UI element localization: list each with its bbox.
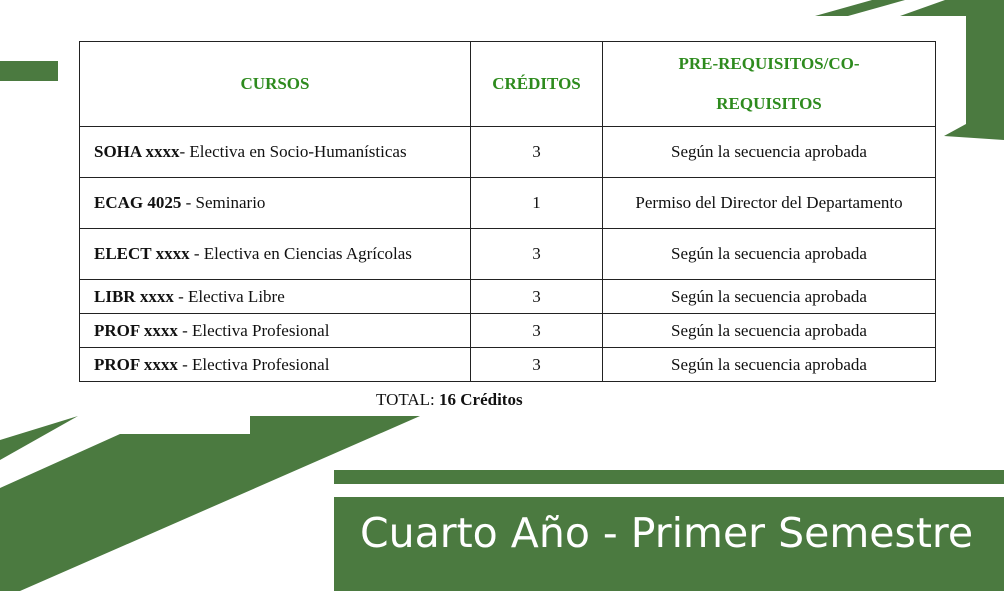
- credits-cell: 3: [471, 229, 603, 280]
- course-code: SOHA xxxx: [94, 142, 180, 161]
- course-cell: [80, 229, 471, 280]
- semester-title: Cuarto Año - Primer Semestre: [360, 509, 974, 557]
- table-row: [80, 127, 936, 178]
- credits-cell: 3: [471, 280, 603, 314]
- deco-stripe-top-1: [815, 0, 905, 16]
- course-cell: [80, 178, 471, 229]
- credits-cell: 3: [471, 314, 603, 348]
- table-row: [80, 348, 936, 382]
- course-title: - Seminario: [181, 193, 266, 212]
- header-courses: CURSOS: [80, 42, 471, 127]
- table-row: [80, 314, 936, 348]
- course-cell: [80, 127, 471, 178]
- header-requisites-line1: PRE-REQUISITOS/CO-: [678, 54, 860, 73]
- header-requisites-line2: REQUISITOS: [716, 94, 822, 113]
- requisite-cell: Según la secuencia aprobada: [603, 280, 936, 314]
- course-cell: [80, 348, 471, 382]
- requisite-cell: Según la secuencia aprobada: [603, 348, 936, 382]
- deco-bottom-line: [334, 470, 1004, 484]
- credits-cell: 3: [471, 348, 603, 382]
- table-row: [80, 229, 936, 280]
- course-code: LIBR xxxx: [94, 286, 174, 306]
- course-cell: [80, 280, 471, 314]
- deco-diagonal-thin: [0, 416, 78, 460]
- table-row: [80, 280, 936, 314]
- courses-table: [79, 41, 936, 382]
- total-credits: [376, 390, 523, 410]
- header-credits: CRÉDITOS: [471, 42, 603, 127]
- course-title: - Electiva en Ciencias Agrícolas: [189, 244, 412, 263]
- deco-right-frame: [944, 16, 1004, 140]
- course-title: - Electiva en Socio-Humanísticas: [179, 142, 407, 161]
- requisite-cell: Según la secuencia aprobada: [603, 314, 936, 348]
- course-code: PROF xxxx: [94, 354, 178, 374]
- table-row: [80, 178, 936, 229]
- credits-cell: 1: [471, 178, 603, 229]
- course-title: - Electiva Libre: [173, 286, 285, 306]
- deco-left-bar: [0, 61, 58, 81]
- course-code: ELECT xxxx: [94, 244, 190, 263]
- header-requisites: [603, 42, 936, 127]
- course-title: - Electiva Profesional: [177, 320, 330, 340]
- total-label: TOTAL:: [376, 390, 440, 409]
- course-cell: [80, 314, 471, 348]
- deco-stripe-top-2: [900, 0, 1004, 16]
- requisite-cell: Permiso del Director del Departamento: [603, 178, 936, 229]
- course-code: ECAG 4025: [94, 193, 182, 212]
- total-value: 16 Créditos: [439, 390, 523, 409]
- table-header-row: [80, 42, 936, 127]
- requisite-cell: Según la secuencia aprobada: [603, 127, 936, 178]
- course-code: PROF xxxx: [94, 320, 178, 340]
- credits-cell: 3: [471, 127, 603, 178]
- course-title: - Electiva Profesional: [177, 354, 330, 374]
- requisite-cell: Según la secuencia aprobada: [603, 229, 936, 280]
